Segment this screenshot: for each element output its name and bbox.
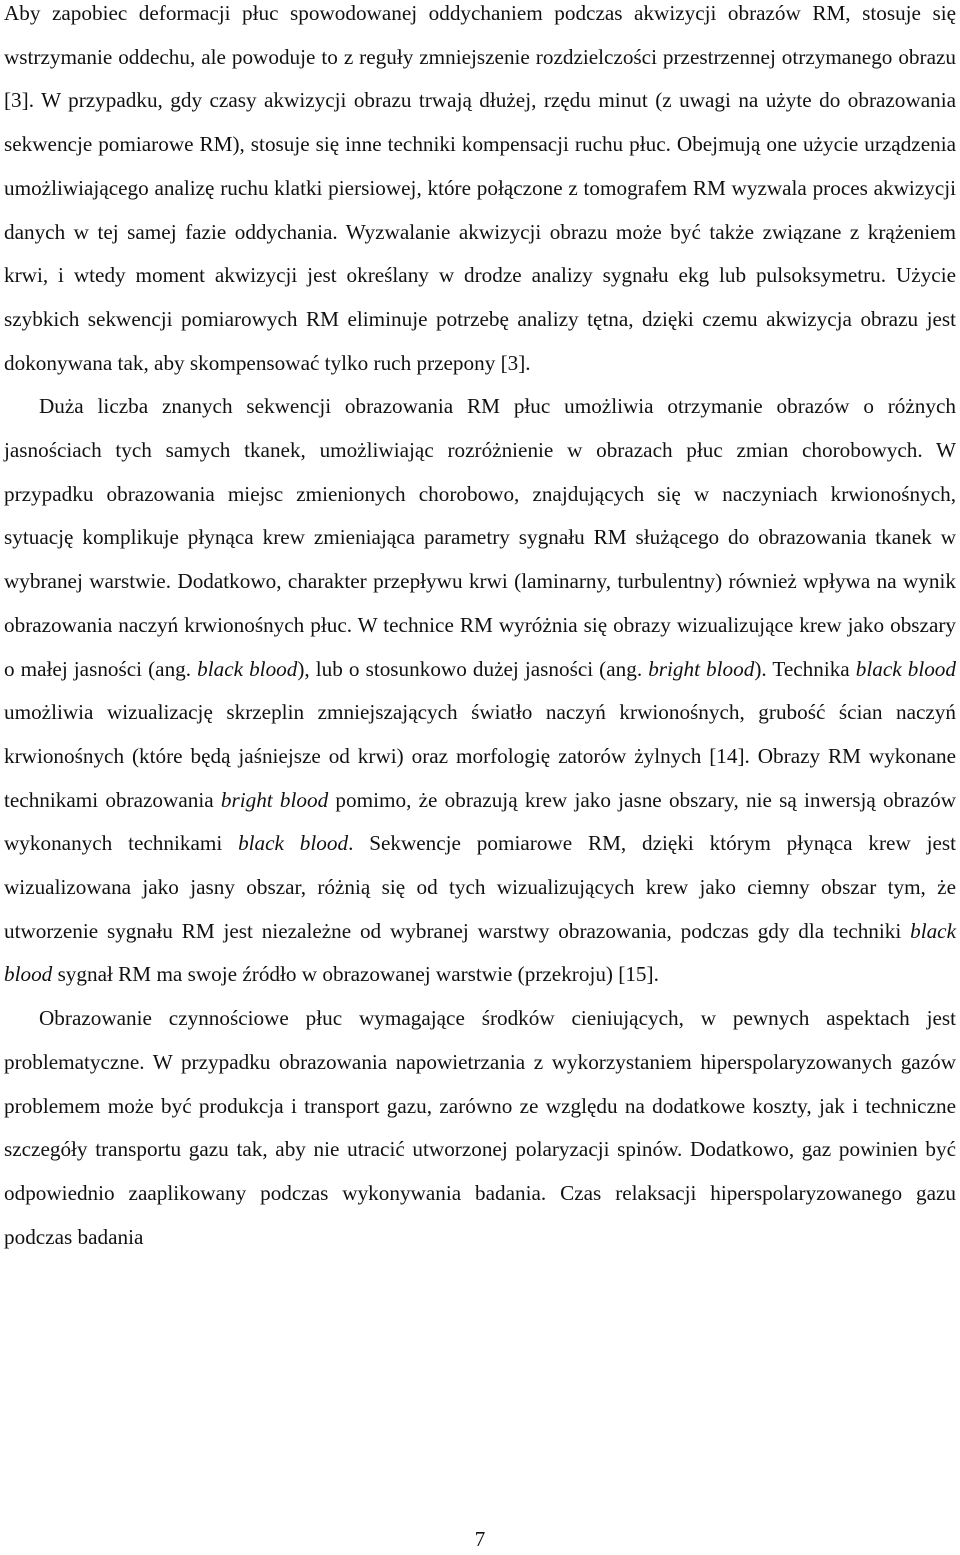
italic-term: black blood (4, 918, 956, 987)
page-number: 7 (474, 1527, 486, 1551)
text-run: ). Technika (754, 656, 856, 681)
italic-term: black blood (855, 656, 956, 681)
text-run: Obrazowanie czynnościowe płuc wymagające środków cieniujących, w pewnych aspektach jest problematyczne. W przypadku obrazowania napowietrzania z wykorzystaniem hiperspolaryzowanych gazów problemem może być produkcja i transport gazu, zarówno ze względu na dodatkowe koszty, jak i techniczne szczegóły transportu gazu tak, aby nie utracić utworzonej polaryzacji spinów. Dodatkowo, gaz powinien być odpowiednio zaaplikowany podczas wykonywania badania. Czas relaksacji hiperspolaryzowanego gazu podczas badania (4, 1006, 956, 1249)
paragraph-functional-imaging (4, 997, 956, 1259)
italic-term: black blood (197, 656, 298, 681)
text-run: pomimo, że obrazują krew jako jasne obszary, nie są inwersją obrazów wykonanych technikami (4, 787, 957, 856)
text-run: ), lub o stosunkowo dużej jasności (ang. (297, 656, 649, 681)
italic-term: bright blood (648, 656, 755, 681)
text-run: umożliwia wizualizację skrzeplin zmniejszających światło naczyń krwionośnych, grubość ścian naczyń krwionośnych (które będą jaśniejsze od krwi) oraz morfologię zatorów żylnych [14]. Obrazy RM wykonane technikami obrazowania (4, 700, 956, 812)
paragraph-breath-hold (4, 0, 956, 385)
text-run: sygnał RM ma swoje źródło w obrazowanej warstwie (przekroju) [15]. (52, 962, 659, 987)
italic-term: bright blood (220, 787, 329, 812)
italic-term: black blood (238, 831, 349, 856)
text-run: Duża liczba znanych sekwencji obrazowania RM płuc umożliwia otrzymanie obrazów o różnych jasnościach tych samych tkanek, umożliwiając rozróżnienie w obrazach płuc zmian chorobowych. W przypadku obrazowania miejsc zmienionych chorobowo, znajdujących się w naczyniach krwionośnych, sytuację komplikuje płynąca krew zmieniająca parametry sygnału RM służącego do obrazowania tkanek w wybranej warstwie. Dodatkowo, charakter przepływu krwi (laminarny, turbulentny) również wpływa na wynik obrazowania naczyń krwionośnych płuc. W technice RM wyróżnia się obrazy wizualizujące krew jako obszary o małej jasności (ang. (4, 394, 956, 681)
paragraph-blood-imaging (4, 385, 956, 997)
text-run: . Sekwencje pomiarowe RM, dzięki którym płynąca krew jest wizualizowana jako jasny obszar, różnią się od tych wizualizujących krew jako ciemny obszar tym, że utworzenie sygnału RM jest niezależne od wybranej warstwy obrazowania, podczas gdy dla techniki (4, 831, 957, 943)
text-run: Aby zapobiec deformacji płuc spowodowanej oddychaniem podczas akwizycji obrazów RM, stosuje się wstrzymanie oddechu, ale powoduje to z reguły zmniejszenie rozdzielczości przestrzennej otrzymanego obrazu [3]. W przypadku, gdy czasy akwizycji obrazu trwają dłużej, rzędu minut (z uwagi na użyte do obrazowania sekwencje pomiarowe RM), stosuje się inne techniki kompensacji ruchu płuc. Obejmują one użycie urządzenia umożliwiającego analizę ruchu klatki piersiowej, które połączone z tomografem RM wyzwala proces akwizycji danych w tej samej fazie oddychania. Wyzwalanie akwizycji obrazu może być także związane z krążeniem krwi, i wtedy moment akwizycji jest określany w drodze analizy sygnału ekg lub pulsoksymetru. Użycie szybkich sekwencji pomiarowych RM eliminuje potrzebę analizy tętna, dzięki czemu akwizycja obrazu jest dokonywana tak, aby skompensować tylko ruch przepony [3]. (4, 1, 956, 375)
